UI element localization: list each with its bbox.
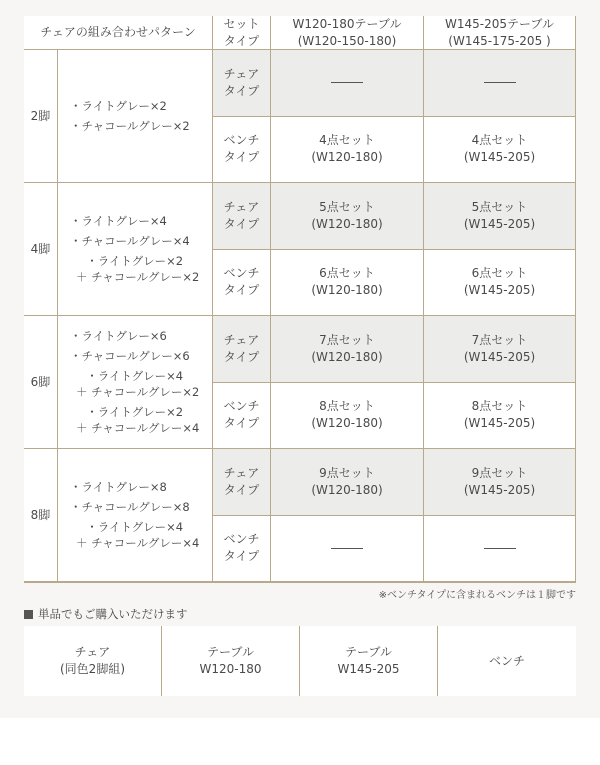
single-item-cell [438,626,576,696]
pattern-line: ・ライトグレー×4 [86,520,184,534]
not-available-dash [331,548,363,549]
set-type-line1: ベンチ [223,133,260,148]
not-available-dash [484,548,516,549]
set-size: (W145-205) [463,482,536,497]
header-w120 [271,16,424,50]
legs-label: 8脚 [30,507,51,522]
w145-set-cell [424,183,576,250]
set-type-line2: タイプ [223,150,260,165]
w145-set-cell [424,117,576,184]
pattern-item [70,233,190,249]
legs-cell [24,316,58,449]
set-count: 4点セット [471,133,528,148]
w120-set-cell [271,449,424,516]
single-purchase-heading [24,606,188,622]
set-size: (W120-180) [311,416,383,431]
pattern-cell [58,449,213,582]
pattern-item [70,98,167,114]
set-type-line2: タイプ [223,482,260,497]
w145-set-cell [424,250,576,317]
pattern-item [70,253,199,285]
w145-set-cell [424,383,576,450]
single-item-line2: W120-180 [199,662,262,676]
pattern-item [70,479,167,495]
set-count: 5点セット [471,199,528,214]
set-count: 5点セット [319,199,375,214]
set-type-line2: タイプ [223,216,260,231]
pattern-item [70,328,167,344]
pattern-line: ・ライトグレー×6 [70,329,167,343]
set-type-line1: ベンチ [223,532,260,547]
not-available-dash [484,82,516,83]
set-size: (W145-205) [463,349,536,364]
single-item-cell [24,626,162,696]
single-item-line1: テーブル [345,645,392,659]
set-type-line2: タイプ [223,83,260,98]
pattern-line: ・チャコールグレー×8 [70,500,190,514]
pattern-cell [58,183,213,316]
w120-set-cell [271,50,424,117]
set-size: (W120-180) [311,349,383,364]
set-count: 8点セット [319,399,375,414]
single-item-line2: W145-205 [337,662,400,676]
single-item-line1: ベンチ [488,653,525,668]
single-item-cell [300,626,438,696]
w120-set-cell [271,183,424,250]
set-type-line2: タイプ [223,349,260,364]
pattern-line: ・ライトグレー×8 [70,480,167,494]
set-type-line2: タイプ [223,416,260,431]
w145-set-cell [424,516,576,583]
set-size: (W145-205) [463,283,536,298]
set-type-cell [213,50,271,117]
set-type-cell [213,516,271,583]
pattern-item [70,368,199,400]
header-w145-line1: W145-205テーブル [445,16,554,31]
set-count: 9点セット [319,465,375,480]
w120-set-cell [271,316,424,383]
set-type-line1: ベンチ [223,399,260,414]
set-type-line1: チェア [223,465,260,480]
pattern-line: ＋ チャコールグレー×2 [76,385,200,399]
set-type-line1: チェア [223,332,260,347]
set-count: 7点セット [471,332,528,347]
single-item-line1: チェア [74,645,111,659]
legs-label: 6脚 [30,374,51,389]
set-type-cell [213,449,271,516]
w145-set-cell [424,449,576,516]
set-type-line1: チェア [223,66,260,81]
pattern-line: ・ライトグレー×2 [86,254,184,268]
single-purchase-heading-text: 単品でもご購入いただけます [38,607,188,621]
pattern-line: ・ライトグレー×2 [86,405,184,419]
pattern-line: ・ライトグレー×4 [86,369,184,383]
w120-set-cell [271,250,424,317]
header-pattern [24,16,213,50]
w145-set-cell [424,316,576,383]
set-size: (W145-205) [463,150,536,165]
w145-set-cell [424,50,576,117]
set-type-cell [213,183,271,250]
header-set-type [213,16,271,50]
header-w120-line2: (W120-150-180) [297,33,397,48]
set-type-line2: タイプ [223,283,260,298]
pattern-line: ・ライトグレー×2 [70,99,167,113]
header-pattern-label: チェアの組み合わせパターン [40,25,196,39]
pattern-item [70,213,167,229]
legs-label: 4脚 [30,241,51,256]
not-available-dash [331,82,363,83]
w120-set-cell [271,516,424,583]
set-type-cell [213,250,271,317]
legs-cell [24,50,58,183]
pattern-item [70,499,190,515]
set-size: (W120-180) [311,283,383,298]
legs-label: 2脚 [30,108,51,123]
pattern-line: ・チャコールグレー×4 [70,234,190,248]
pattern-item [70,519,199,551]
pattern-cell [58,50,213,183]
set-size: (W120-180) [311,150,383,165]
set-type-cell [213,316,271,383]
set-count: 6点セット [471,266,528,281]
set-size: (W120-180) [311,482,383,497]
set-count: 8点セット [471,399,528,414]
pattern-line: ・ライトグレー×4 [70,214,167,228]
set-size: (W145-205) [463,416,536,431]
legs-cell [24,449,58,582]
set-count: 9点セット [471,465,528,480]
set-type-cell [213,383,271,450]
set-type-line1: チェア [223,199,260,214]
header-set-type-line1: セット [223,16,260,31]
header-w145-line2: (W145-175-205 ) [448,33,551,48]
pattern-item [70,404,199,436]
single-item-line1: テーブル [207,645,254,659]
set-type-line2: タイプ [223,549,260,564]
single-item-cell [162,626,300,696]
set-count: 7点セット [319,332,375,347]
bench-note: ※ベンチタイプに含まれるベンチは１脚です [378,590,576,601]
header-w120-line1: W120-180テーブル [292,16,402,31]
header-set-type-line2: タイプ [223,33,260,48]
set-count: 4点セット [319,133,375,148]
set-size: (W120-180) [311,216,383,231]
pattern-line: ＋ チャコールグレー×2 [76,270,200,284]
pattern-line: ＋ チャコールグレー×4 [76,536,200,550]
w120-set-cell [271,383,424,450]
w120-set-cell [271,117,424,184]
header-w145 [424,16,576,50]
legs-cell [24,183,58,316]
pattern-item [70,348,190,364]
square-bullet-icon [24,610,33,619]
set-type-cell [213,117,271,184]
pattern-cell [58,316,213,449]
set-type-line1: ベンチ [223,266,260,281]
single-item-line2: (同色2脚組) [60,662,125,676]
set-count: 6点セット [319,266,375,281]
pattern-line: ・チャコールグレー×6 [70,349,190,363]
pattern-item [70,118,190,134]
pattern-line: ＋ チャコールグレー×4 [76,421,200,435]
set-size: (W145-205) [463,216,536,231]
pattern-line: ・チャコールグレー×2 [70,119,190,133]
